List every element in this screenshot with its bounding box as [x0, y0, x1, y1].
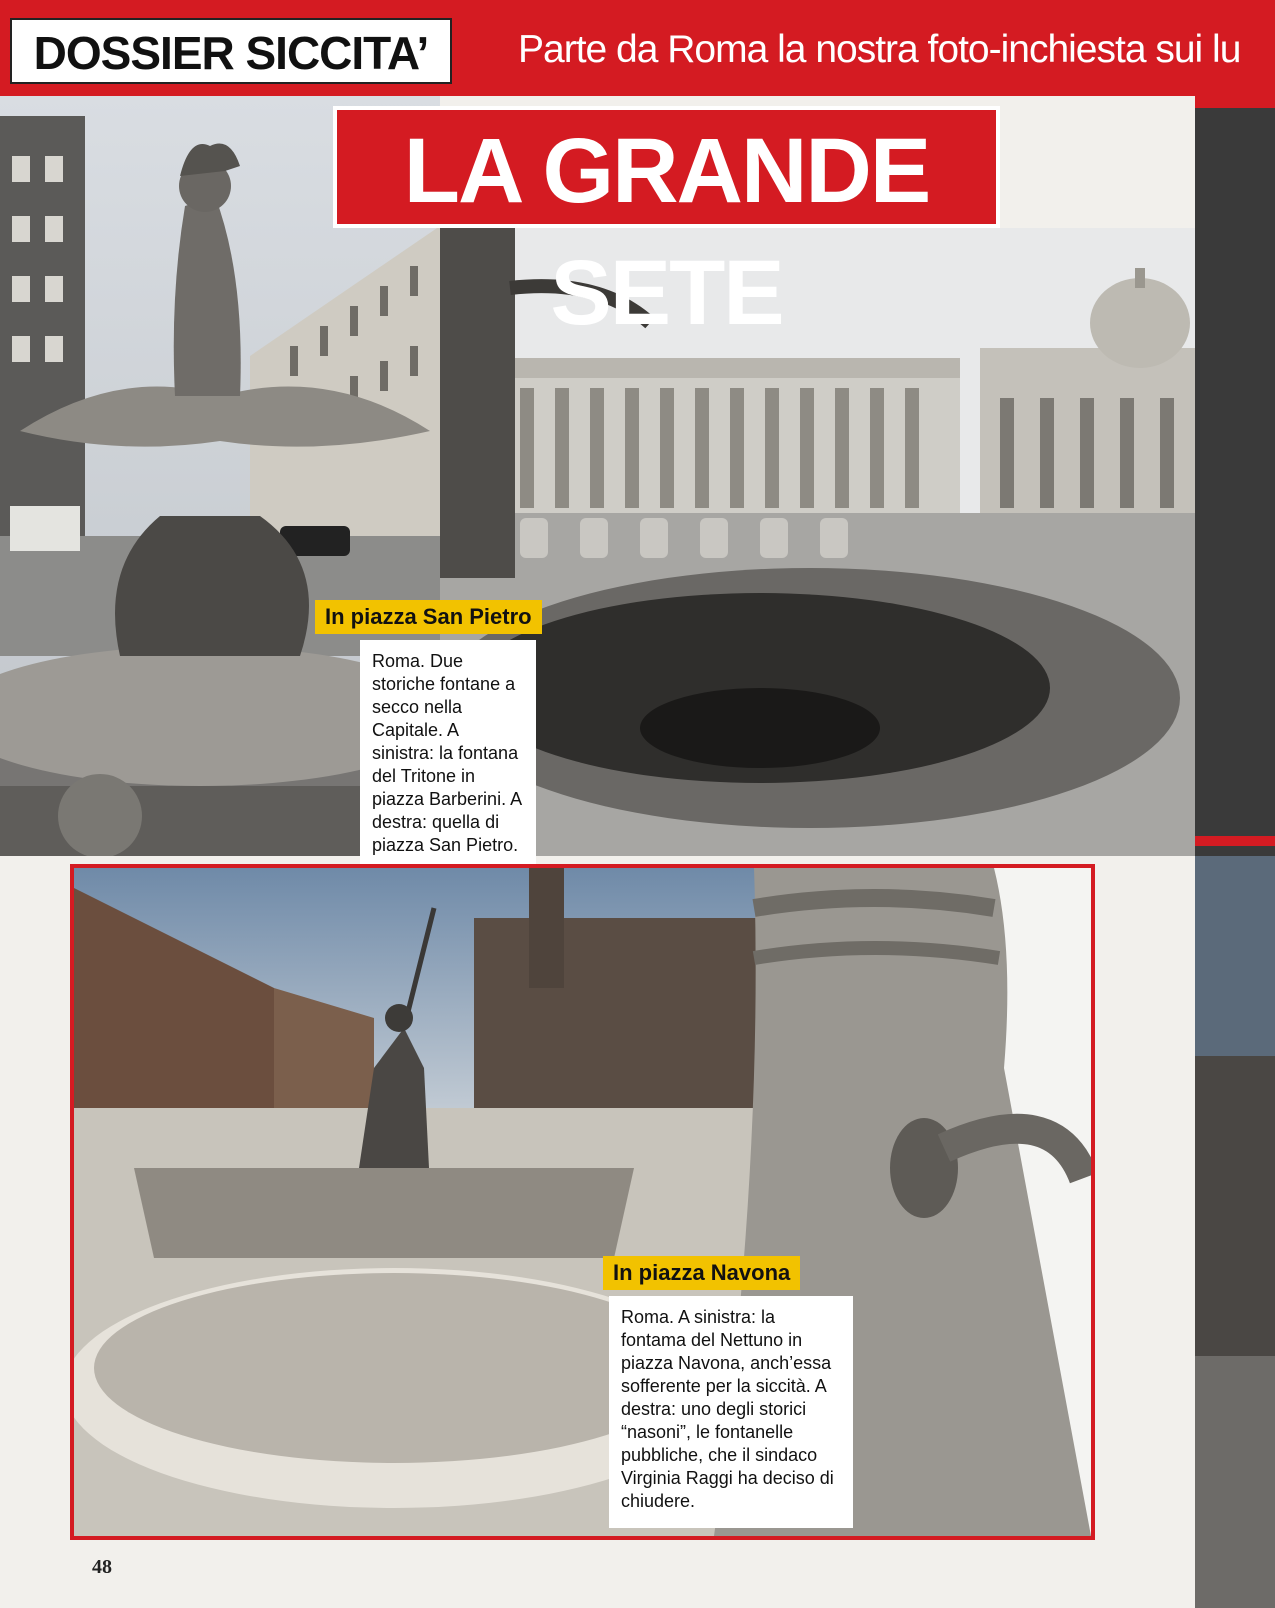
caption-body-navona: Roma. A sinistra: la fontama del Nettuno in piazza Navona, anch’essa sofferente per la siccità. A destra: uno degli storici “nasoni”, le fontanelle pubbliche, che il sindaco Virginia Raggi ha deciso di chiudere.	[609, 1296, 853, 1528]
caption-body-san-pietro: Roma. Due storiche fontane a secco nella Capitale. A sinistra: la fontana del Tritone in piazza Barberini. A destra: quella di piazza San Pietro.	[360, 640, 536, 864]
section-label: DOSSIER SICCITA’	[10, 18, 452, 84]
photo-navona-fountain	[70, 864, 1095, 1540]
header-subtitle: Parte da Roma la nostra foto-inchiesta sui lu	[518, 28, 1241, 71]
photo-right-page-edge	[1195, 96, 1275, 1608]
caption-title-navona: In piazza Navona	[603, 1256, 800, 1290]
caption-title-san-pietro: In piazza San Pietro	[315, 600, 542, 634]
page-number: 48	[92, 1556, 112, 1578]
headline: LA GRANDE SETE	[333, 106, 1000, 228]
